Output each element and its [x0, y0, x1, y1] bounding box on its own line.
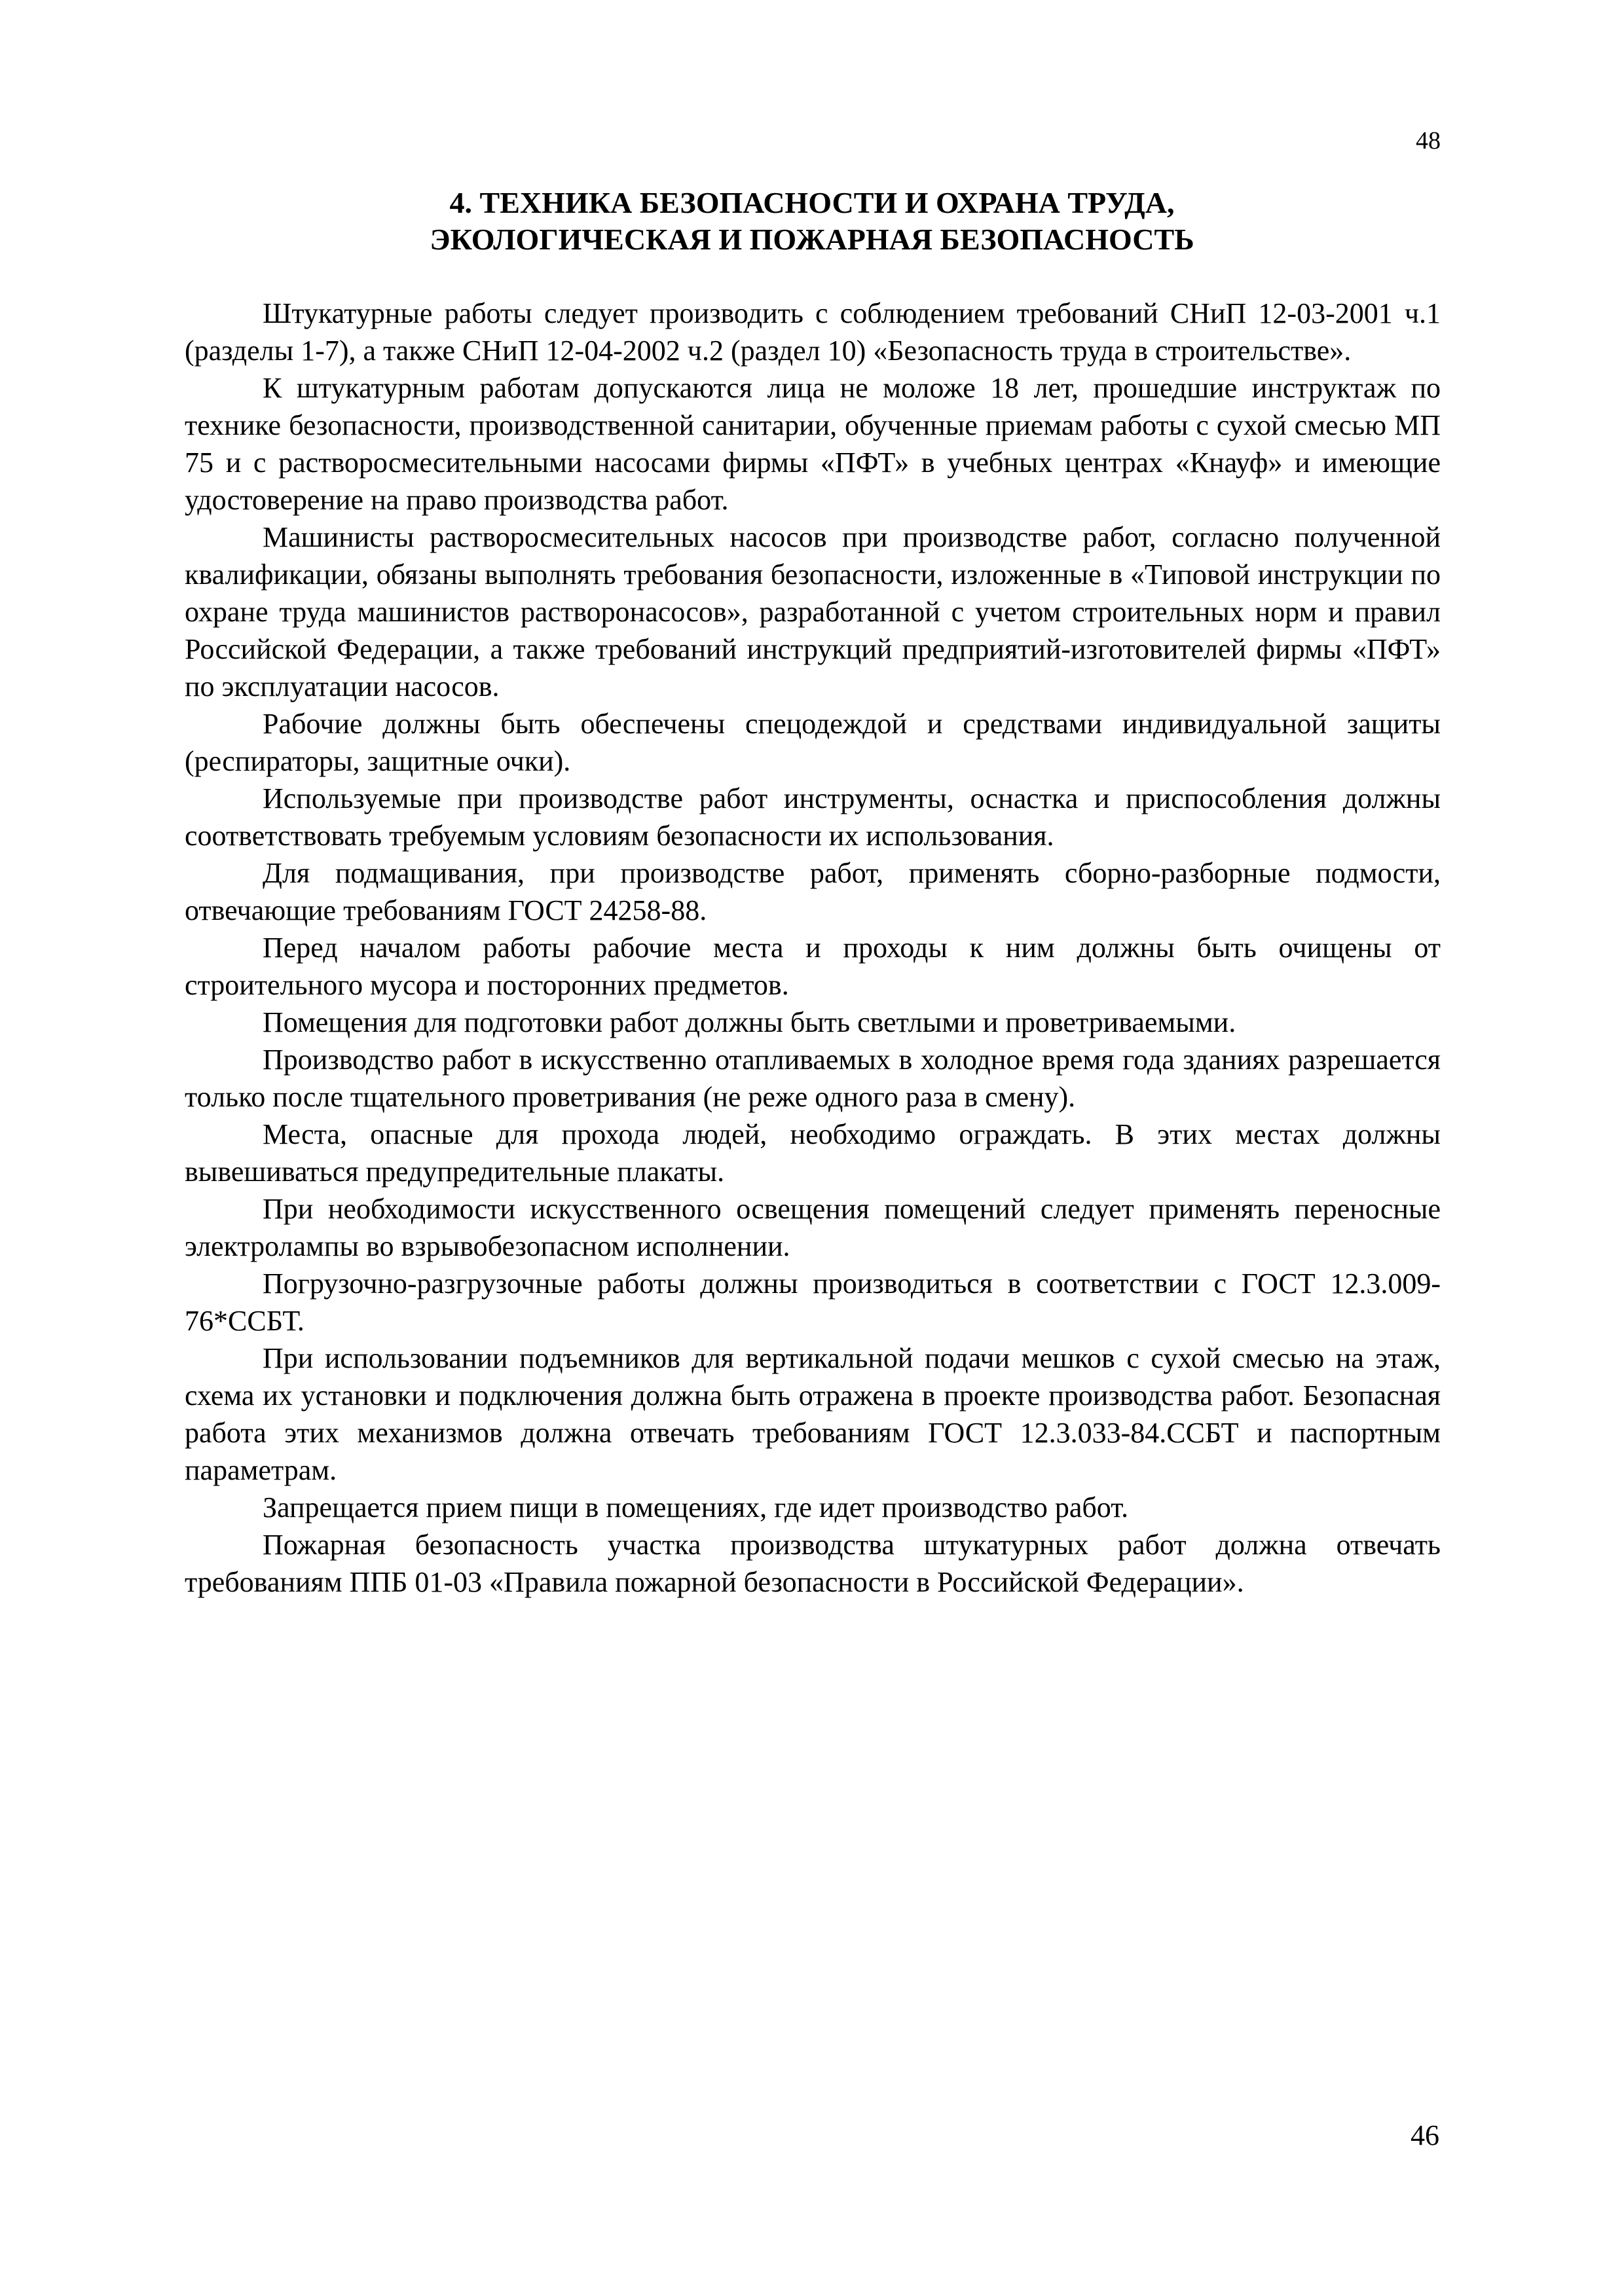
page-number-top: 48	[1416, 127, 1441, 155]
paragraph-pump-operators: Машинисты растворосмесительных насосов при производстве работ, согласно полученной квалификации, обязаны выполнять требования безопасности, изложенные в «Типовой инструкции по охране труда машинистов растворонасосов», разработанной с учетом строительных норм и правил Российской Федерации, а также требований инструкций предприятий-изготовителей фирмы «ПФТ» по эксплуатации насосов.	[185, 521, 1441, 702]
document-body	[185, 295, 1441, 1601]
paragraph-loading-work: Погрузочно-разгрузочные работы должны производиться в соответствии с ГОСТ 12.3.009-76*ССБТ.	[185, 1267, 1441, 1337]
paragraph-worker-admission: К штукатурным работам допускаются лица не моложе 18 лет, прошедшие инструктаж по технике безопасности, производственной санитарии, обученные приемам работы с сухой смесью МП 75 и с растворосмесительными насосами фирмы «ПФТ» в учебных центрах «Кнауф» и имеющие удостоверение на право производства работ.	[185, 372, 1441, 516]
paragraph-danger-zones: Места, опасные для прохода людей, необходимо ограждать. В этих местах должны вывешиваться предупредительные плакаты.	[185, 1118, 1441, 1188]
paragraph-protective-equipment: Рабочие должны быть обеспечены спецодеждой и средствами индивидуальной защиты (респираторы, защитные очки).	[185, 708, 1441, 777]
paragraph-eating-prohibited: Запрещается прием пищи в помещениях, где идет производство работ.	[263, 1491, 1129, 1523]
page-number-bottom: 46	[1411, 2119, 1439, 2151]
paragraph-fire-safety: Пожарная безопасность участка производства штукатурных работ должна отвечать требованиям ППБ 01-03 «Правила пожарной безопасности в Российской Федерации».	[185, 1529, 1441, 1598]
paragraph-artificial-lighting: При необходимости искусственного освещения помещений следует применять переносные электролампы во взрывобезопасном исполнении.	[185, 1193, 1441, 1262]
paragraph-heated-buildings: Производство работ в искусственно отапливаемых в холодное время года зданиях разрешается только после тщательного проветривания (не реже одного раза в смену).	[185, 1044, 1441, 1113]
paragraph-snip-requirements: Штукатурные работы следует производить с соблюдением требований СНиП 12-03-2001 ч.1 (разделы 1-7), а также СНиП 12-04-2002 ч.2 (раздел 10) «Безопасность труда в строительстве».	[185, 297, 1441, 367]
section-title-line-1: 4. ТЕХНИКА БЕЗОПАСНОСТИ И ОХРАНА ТРУДА,	[449, 186, 1175, 219]
section-title	[183, 185, 1441, 258]
paragraph-room-ventilation: Помещения для подготовки работ должны быть светлыми и проветриваемыми.	[263, 1006, 1236, 1038]
paragraph-lifting-equipment: При использовании подъемников для вертикальной подачи мешков с сухой смесью на этаж, схема их установки и подключения должна быть отражена в проекте производства работ. Безопасная работа этих механизмов должна отвечать требованиям ГОСТ 12.3.033-84.ССБТ и паспортным параметрам.	[185, 1342, 1441, 1486]
paragraph-workplace-cleaning: Перед началом работы рабочие места и проходы к ним должны быть очищены от строительного мусора и посторонних предметов.	[185, 932, 1441, 1001]
paragraph-tools-safety: Используемые при производстве работ инструменты, оснастка и приспособления должны соответствовать требуемым условиям безопасности их использования.	[185, 782, 1441, 852]
paragraph-scaffolding: Для подмащивания, при производстве работ, применять сборно-разборные подмости, отвечающие требованиям ГОСТ 24258-88.	[185, 857, 1441, 926]
section-title-line-2: ЭКОЛОГИЧЕСКАЯ И ПОЖАРНАЯ БЕЗОПАСНОСТЬ	[430, 223, 1194, 256]
